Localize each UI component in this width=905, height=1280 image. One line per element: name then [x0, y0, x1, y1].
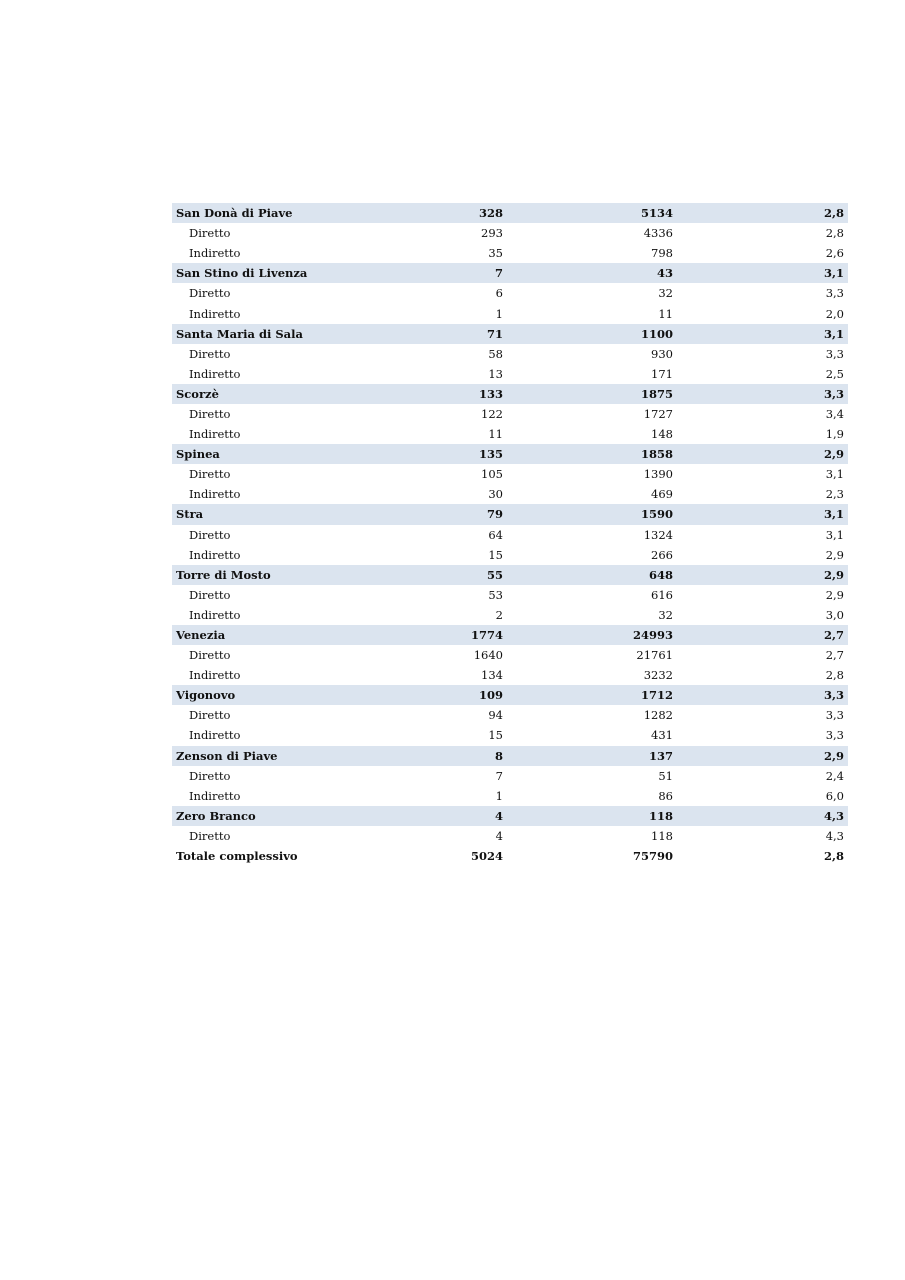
row-label-cell: Torre di Mosto	[172, 565, 372, 585]
row-label-cell: Stra	[172, 504, 372, 524]
quantity-cell: 32	[658, 607, 673, 622]
ratio-cell: 3,1	[677, 324, 848, 344]
ratio-cell: 3,3	[677, 685, 848, 705]
row-label-cell: Indiretto	[189, 306, 241, 321]
table-row	[172, 424, 848, 444]
count-cell: 8	[372, 746, 507, 766]
quantity-cell: 5134	[507, 203, 677, 223]
quantity-cell: 21761	[636, 648, 673, 663]
count-cell: 1774	[372, 625, 507, 645]
count-cell: 4	[372, 806, 507, 826]
ratio-cell: 3,4	[825, 406, 844, 421]
group-row	[172, 324, 848, 344]
ratio-cell: 2,8	[677, 846, 848, 866]
count-cell: 293	[481, 226, 503, 241]
table-row	[172, 545, 848, 565]
row-label-cell: Totale complessivo	[172, 846, 372, 866]
row-label-cell: Indiretto	[189, 728, 241, 743]
quantity-cell: 148	[651, 427, 673, 442]
count-cell: 55	[372, 565, 507, 585]
count-cell: 1	[495, 788, 503, 803]
count-cell: 7	[495, 768, 503, 783]
ratio-cell: 3,3	[825, 728, 844, 743]
count-cell: 11	[488, 427, 503, 442]
count-cell: 328	[372, 203, 507, 223]
row-label-cell: Diretto	[189, 768, 231, 783]
ratio-cell: 4,3	[825, 828, 844, 843]
count-cell: 58	[488, 346, 503, 361]
row-label-cell: Santa Maria di Sala	[172, 324, 372, 344]
ratio-cell: 2,6	[825, 246, 844, 261]
quantity-cell: 469	[651, 487, 673, 502]
quantity-cell: 4336	[643, 226, 673, 241]
quantity-cell: 118	[651, 828, 673, 843]
count-cell: 122	[481, 406, 503, 421]
table-row	[172, 344, 848, 364]
ratio-cell: 3,3	[825, 708, 844, 723]
group-row	[172, 746, 848, 766]
count-cell: 1640	[473, 648, 503, 663]
count-cell: 13	[488, 366, 503, 381]
quantity-cell: 1100	[507, 324, 677, 344]
ratio-cell: 6,0	[825, 788, 844, 803]
count-cell: 133	[372, 384, 507, 404]
count-cell: 109	[372, 685, 507, 705]
ratio-cell: 2,9	[825, 547, 844, 562]
ratio-cell: 3,1	[825, 467, 844, 482]
ratio-cell: 2,3	[825, 487, 844, 502]
count-cell: 15	[488, 728, 503, 743]
count-cell: 134	[481, 668, 503, 683]
quantity-cell: 1282	[643, 708, 673, 723]
quantity-cell: 930	[651, 346, 673, 361]
ratio-cell: 3,3	[677, 384, 848, 404]
count-cell: 5024	[372, 846, 507, 866]
count-cell: 6	[495, 286, 503, 301]
table-row	[172, 766, 848, 786]
quantity-cell: 86	[658, 788, 673, 803]
quantity-cell: 32	[658, 286, 673, 301]
quantity-cell: 24993	[507, 625, 677, 645]
count-cell: 1	[495, 306, 503, 321]
ratio-cell: 2,4	[825, 768, 844, 783]
ratio-cell: 3,1	[677, 504, 848, 524]
table-row	[172, 243, 848, 263]
ratio-cell: 3,0	[825, 607, 844, 622]
quantity-cell: 11	[658, 306, 673, 321]
ratio-cell: 2,8	[677, 203, 848, 223]
count-cell: 64	[488, 527, 503, 542]
quantity-cell: 137	[507, 746, 677, 766]
row-label-cell: Indiretto	[189, 246, 241, 261]
ratio-cell: 3,3	[825, 286, 844, 301]
count-cell: 7	[372, 263, 507, 283]
count-cell: 15	[488, 547, 503, 562]
ratio-cell: 4,3	[677, 806, 848, 826]
ratio-cell: 2,9	[677, 746, 848, 766]
row-label-cell: Diretto	[189, 286, 231, 301]
row-label-cell: Indiretto	[189, 366, 241, 381]
quantity-cell: 3232	[643, 668, 673, 683]
row-label-cell: Diretto	[189, 708, 231, 723]
group-row	[172, 685, 848, 705]
quantity-cell: 1324	[643, 527, 673, 542]
row-label-cell: Zenson di Piave	[172, 746, 372, 766]
row-label-cell: Scorzè	[172, 384, 372, 404]
ratio-cell: 2,8	[825, 226, 844, 241]
table-row	[172, 223, 848, 243]
quantity-cell: 431	[651, 728, 673, 743]
row-label-cell: Indiretto	[189, 668, 241, 683]
group-row	[172, 384, 848, 404]
group-row	[172, 203, 848, 223]
ratio-cell: 2,7	[677, 625, 848, 645]
row-label-cell: Vigonovo	[172, 685, 372, 705]
ratio-cell: 2,9	[677, 565, 848, 585]
table-row	[172, 303, 848, 323]
count-cell: 105	[481, 467, 503, 482]
ratio-cell: 3,1	[677, 263, 848, 283]
ratio-cell: 2,0	[825, 306, 844, 321]
table-row	[172, 364, 848, 384]
row-label-cell: San Donà di Piave	[172, 203, 372, 223]
row-label-cell: Diretto	[189, 527, 231, 542]
table-row	[172, 705, 848, 725]
row-label-cell: Diretto	[189, 346, 231, 361]
ratio-cell: 2,8	[825, 668, 844, 683]
quantity-cell: 75790	[507, 846, 677, 866]
table-row	[172, 484, 848, 504]
row-label-cell: Venezia	[172, 625, 372, 645]
ratio-cell: 3,1	[825, 527, 844, 542]
count-cell: 53	[488, 587, 503, 602]
quantity-cell: 1727	[643, 406, 673, 421]
data-table	[172, 203, 848, 866]
count-cell: 135	[372, 444, 507, 464]
quantity-cell: 171	[651, 366, 673, 381]
count-cell: 79	[372, 504, 507, 524]
quantity-cell: 51	[658, 768, 673, 783]
table-row	[172, 786, 848, 806]
row-label-cell: Indiretto	[189, 427, 241, 442]
row-label-cell: Indiretto	[189, 547, 241, 562]
quantity-cell: 798	[651, 246, 673, 261]
row-label-cell: Zero Branco	[172, 806, 372, 826]
ratio-cell: 2,9	[677, 444, 848, 464]
table-row	[172, 404, 848, 424]
row-label-cell: Diretto	[189, 587, 231, 602]
table-row	[172, 585, 848, 605]
quantity-cell: 118	[507, 806, 677, 826]
group-row	[172, 263, 848, 283]
ratio-cell: 2,9	[825, 587, 844, 602]
ratio-cell: 1,9	[825, 427, 844, 442]
count-cell: 4	[495, 828, 503, 843]
group-row	[172, 806, 848, 826]
row-label-cell: Indiretto	[189, 788, 241, 803]
quantity-cell: 1858	[507, 444, 677, 464]
quantity-cell: 43	[507, 263, 677, 283]
count-cell: 94	[488, 708, 503, 723]
quantity-cell: 1590	[507, 504, 677, 524]
quantity-cell: 266	[651, 547, 673, 562]
row-label-cell: Diretto	[189, 406, 231, 421]
quantity-cell: 616	[651, 587, 673, 602]
count-cell: 2	[495, 607, 503, 622]
quantity-cell: 648	[507, 565, 677, 585]
row-label-cell: Diretto	[189, 828, 231, 843]
count-cell: 35	[488, 246, 503, 261]
row-label-cell: Diretto	[189, 467, 231, 482]
row-label-cell: Indiretto	[189, 487, 241, 502]
group-row	[172, 504, 848, 524]
row-label-cell: Indiretto	[189, 607, 241, 622]
quantity-cell: 1390	[643, 467, 673, 482]
table-row	[172, 464, 848, 484]
table-row	[172, 605, 848, 625]
row-label-cell: Diretto	[189, 648, 231, 663]
ratio-cell: 3,3	[825, 346, 844, 361]
table-row	[172, 283, 848, 303]
count-cell: 71	[372, 324, 507, 344]
table-body	[172, 203, 848, 866]
group-row	[172, 565, 848, 585]
group-row	[172, 444, 848, 464]
total-row	[172, 846, 848, 866]
table-row	[172, 525, 848, 545]
table-row	[172, 725, 848, 745]
quantity-cell: 1875	[507, 384, 677, 404]
row-label-cell: Diretto	[189, 226, 231, 241]
ratio-cell: 2,7	[825, 648, 844, 663]
row-label-cell: San Stino di Livenza	[172, 263, 372, 283]
table-row	[172, 826, 848, 846]
row-label-cell: Spinea	[172, 444, 372, 464]
count-cell: 30	[488, 487, 503, 502]
table-row	[172, 665, 848, 685]
ratio-cell: 2,5	[825, 366, 844, 381]
table-row	[172, 645, 848, 665]
group-row	[172, 625, 848, 645]
quantity-cell: 1712	[507, 685, 677, 705]
